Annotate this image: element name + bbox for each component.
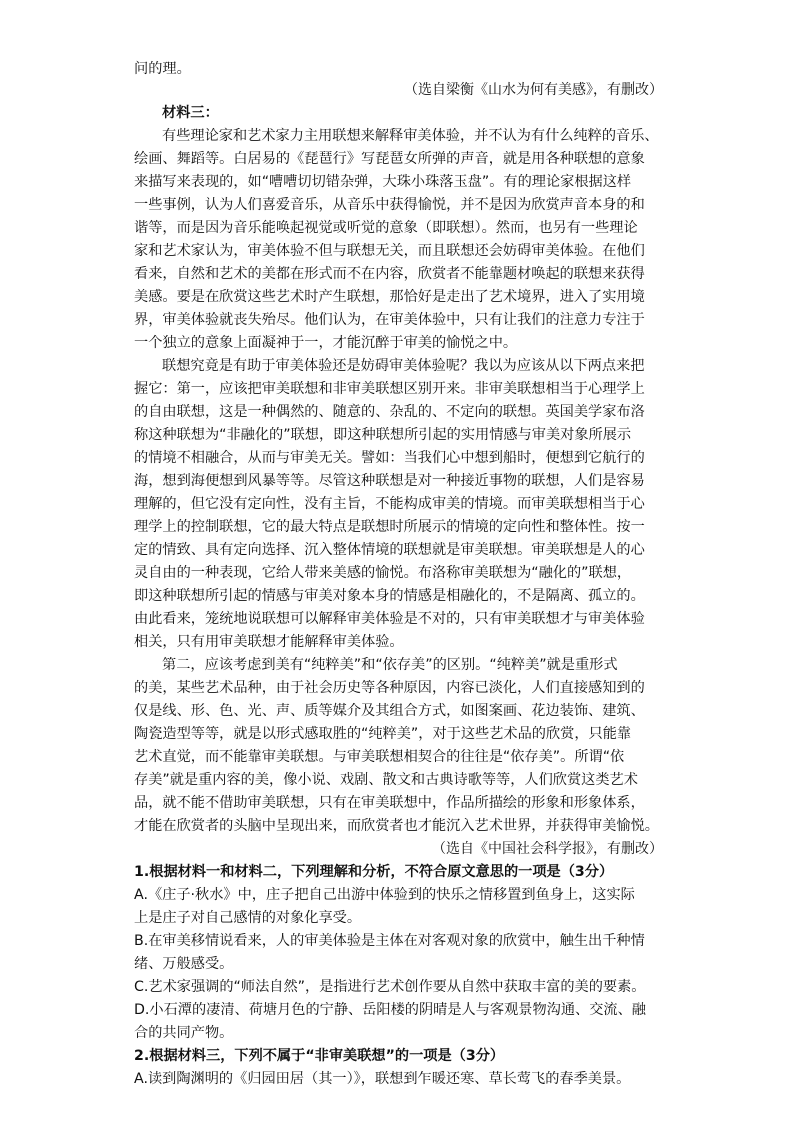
- text-line: 称这种联想为“非融化的”联想，即这种联想所引起的实用情感与审美对象所展示: [134, 427, 632, 443]
- option-a: A.读到陶渊明的《归园田居（其一）》，联想到乍暖还寒、草长莺飞的春季美景。: [134, 1071, 631, 1087]
- option-b-continued: 绪、万般感受。: [134, 956, 234, 972]
- text-line: 的情境不相融合，从而与审美无关。譬如：当我们心中想到船时，便想到它航行的: [134, 450, 645, 466]
- text-line: 绘画、舞蹈等。白居易的《琵琶行》写琵琶女所弹的声音，就是用各种联想的意象: [134, 151, 645, 167]
- text-line: 存美”就是重内容的美，像小说、戏剧、散文和古典诗歌等等，人们欣赏这类艺术: [134, 772, 638, 788]
- text-line: 握它：第一，应该把审美联想和非审美联想区别开来。非审美联想相当于心理学上: [134, 381, 645, 397]
- text-line: 家和艺术家认为，审美体验不但与联想无关，而且联想还会妨碍审美体验。在他们: [134, 243, 645, 259]
- text-line: 美感。要是在欣赏这些艺术时产生联想，那恰好是走出了艺术境界，进入了实用境: [134, 289, 645, 305]
- text-line: 界，审美体验就丧失殆尽。他们认为，在审美体验中，只有让我们的注意力专注于: [134, 312, 645, 328]
- text-line: 即这种联想所引起的情感与审美对象本身的情感是相融化的，不是隔离、孤立的。: [134, 588, 645, 604]
- text-line: 问的理。: [134, 61, 191, 77]
- option-d-continued: 合的共同产物。: [134, 1025, 234, 1041]
- option-a: A.《庄子·秋水》中，庄子把自己出游中体验到的快乐之情移置到鱼身上，这实际: [134, 887, 635, 903]
- text-line: 一些事例，认为人们喜爱音乐，从音乐中获得愉悦，并不是因为欣赏声音本身的和: [134, 197, 645, 213]
- source-citation: （选自梁衡《山水为何有美感》，有删改）: [404, 82, 663, 98]
- text-line: 仅是线、形、色、光、声、质等媒介及其组合方式，如图案画、花边装饰、建筑、: [134, 703, 645, 719]
- source-citation: （选自《中国社会科学报》，有删改）: [432, 841, 663, 857]
- text-line: 的自由联想，这是一种偶然的、随意的、杂乱的、不定向的联想。英国美学家布洛: [134, 404, 645, 420]
- text-line: 理解的，但它没有定向性，没有主旨，不能构成审美的情境。而审美联想相当于心: [134, 496, 645, 512]
- option-d: D.小石潭的凄清、荷塘月色的宁静、岳阳楼的阴晴是人与客观景物沟通、交流、融: [134, 1002, 646, 1018]
- text-line: 一个独立的意象上面凝神于一，才能沉醉于审美的愉悦之中。: [134, 335, 518, 351]
- text-line: 来描写来表现的，如“嘈嘈切切错杂弹，大珠小珠落玉盘”。有的理论家根据这样: [134, 174, 632, 190]
- text-line: 第二，应该考虑到美有“纯粹美”和“依存美”的区别。“纯粹美”就是重形式: [162, 657, 618, 673]
- option-a-continued: 上是庄子对自己感情的对象化享受。: [134, 910, 362, 926]
- text-line: 相关，只有用审美联想才能解释审美体验。: [134, 634, 404, 650]
- question-1-stem: 1.根据材料一和材料二，下列理解和分析，不符合原文意思的一项是（3分）: [134, 864, 614, 880]
- text-line: 灵自由的一种表现，它给人带来美感的愉悦。布洛称审美联想为“融化的”联想，: [134, 565, 632, 581]
- text-line: 定的情致、具有定向选择、沉入整体情境的联想就是审美联想。审美联想是人的心: [134, 542, 645, 558]
- option-c: C.艺术家强调的“师法自然”，是指进行艺术创作要从自然中获取丰富的美的要素。: [134, 979, 646, 995]
- text-line: 谐等，而是因为音乐能唤起视觉或听觉的意象（即联想）。然而，也另有一些理论: [134, 220, 638, 236]
- text-line: 品，就不能不借助审美联想，只有在审美联想中，作品所描绘的形象和形象体系，: [134, 795, 645, 811]
- text-line: 海，想到海便想到风暴等等。尽管这种联想是对一种接近事物的联想，人们是容易: [134, 473, 645, 489]
- text-line: 理学上的控制联想，它的最大特点是联想时所展示的情境的定向性和整体性。按一: [134, 519, 645, 535]
- text-line: 有些理论家和艺术家力主用联想来解释审美体验，并不认为有什么纯粹的音乐、: [162, 128, 659, 144]
- text-line: 的美，某些艺术品种，由于社会历史等各种原因，内容已淡化，人们直接感知到的: [134, 680, 645, 696]
- text-line: 艺术直觉，而不能靠审美联想。与审美联想相契合的往往是“依存美”。所谓“依: [134, 749, 625, 765]
- option-b: B.在审美移情说看来，人的审美体验是主体在对客观对象的欣赏中，触生出千种情: [134, 933, 645, 949]
- text-line: 由此看来，笼统地说联想可以解释审美体验是不对的，只有审美联想才与审美体验: [134, 611, 645, 627]
- text-line: 看来，自然和艺术的美都在形式而不在内容，欣赏者不能靠题材唤起的联想来获得: [134, 266, 645, 282]
- text-line: 才能在欣赏者的头脑中呈现出来，而欣赏者也才能沉入艺术世界，并获得审美愉悦。: [134, 818, 659, 834]
- text-line: 陶瓷造型等等，就是以形式感取胜的“纯粹美”，对于这些艺术品的欣赏，只能靠: [134, 726, 632, 742]
- text-line: 联想究竟是有助于审美体验还是妨碍审美体验呢？我以为应该从以下两点来把: [162, 358, 645, 374]
- section-heading: 材料三：: [162, 105, 219, 121]
- question-2-stem: 2.根据材料三，下列不属于“非审美联想”的一项是（3分）: [134, 1048, 505, 1064]
